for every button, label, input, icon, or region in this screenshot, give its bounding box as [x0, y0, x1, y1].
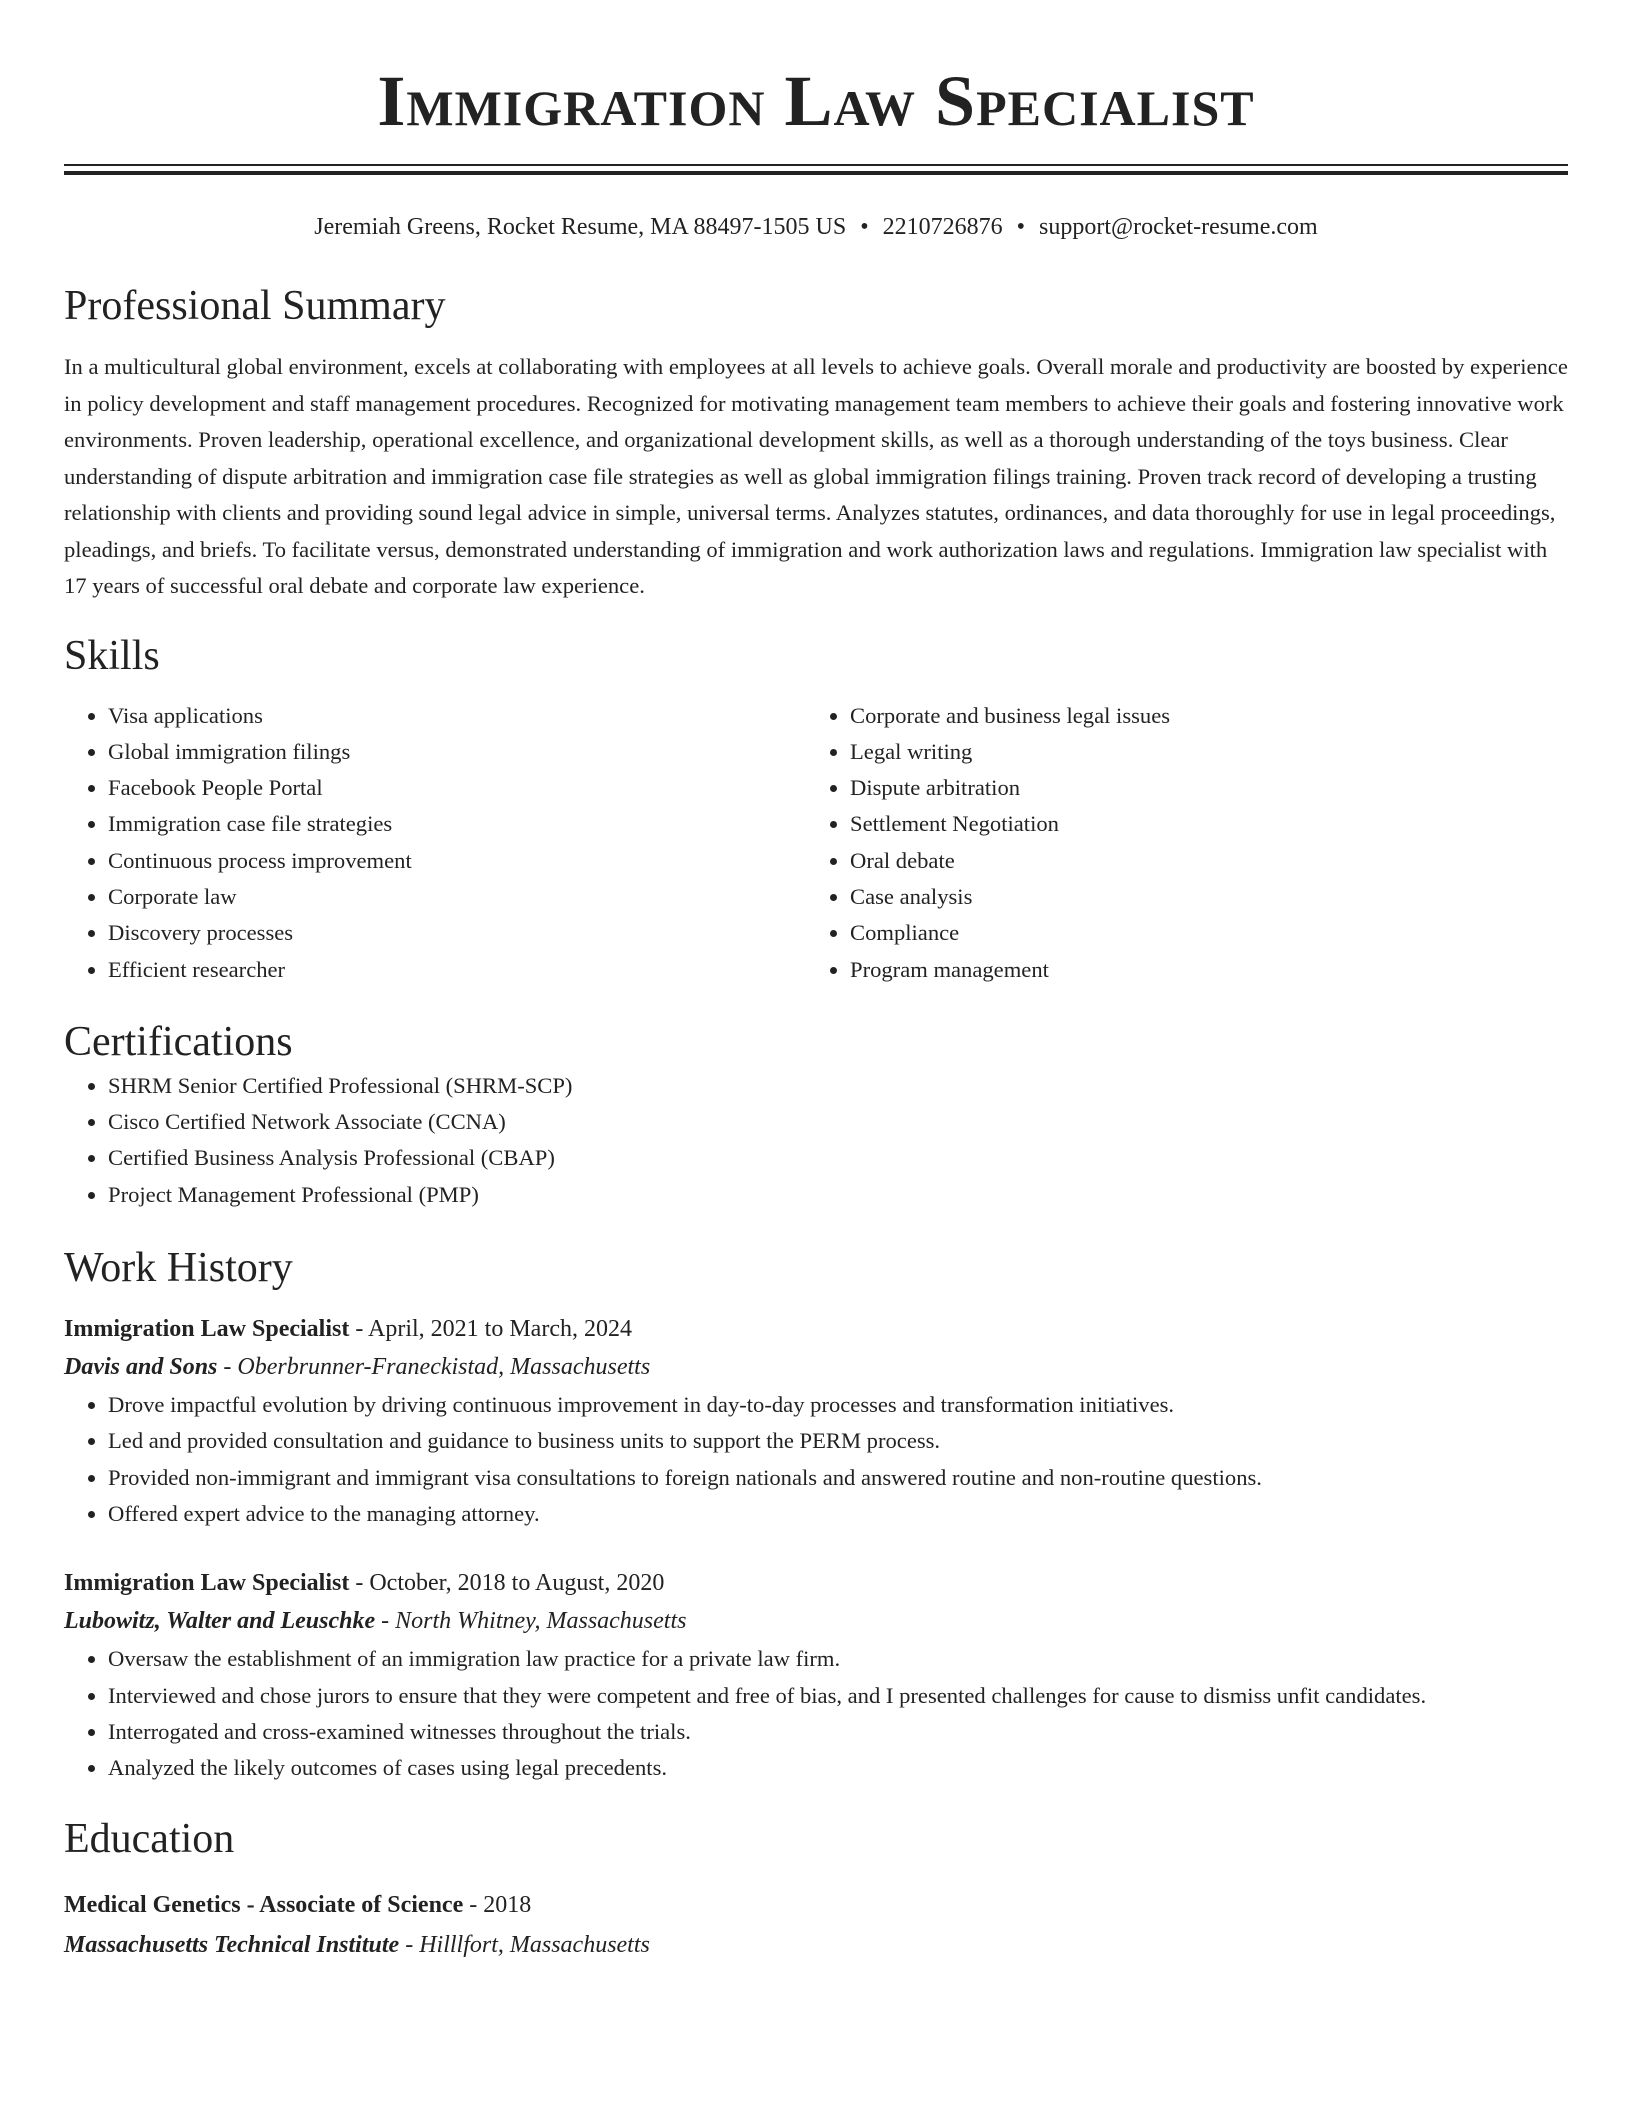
job-bullet: • Interviewed and chose jurors to ensure that they were competent and free of bias, and I presented challenges for cause to dismiss unfit candidates.	[108, 1678, 1568, 1714]
education-heading: Education	[64, 1816, 235, 1863]
skill-item: • Corporate and business legal issues	[850, 698, 1548, 734]
skill-item: • Case analysis	[850, 879, 1548, 915]
job-bullet: • Oversaw the establishment of an immigration law practice for a private law firm.	[108, 1641, 1568, 1677]
job-company-line	[64, 1601, 1568, 1641]
skill-item: • Efficient researcher	[108, 952, 806, 988]
job-dash: -	[349, 1316, 368, 1343]
job-entry	[64, 1565, 1568, 1786]
summary-text: In a multicultural global environment, excels at collaborating with employees at all levels to achieve goals. Overall morale and productivity are boosted by experience in policy development and staff management procedures. Recognized for motivating management team members to achieve their goals and fostering innovative work environments. Proven leadership, operational excellence, and organizational development skills, as well as a thorough understanding of the toys business. Clear understanding of dispute arbitration and immigration case file strategies as well as global immigration filings training. Proven track record of developing a trusting relationship with clients and providing sound legal advice in simple, universal terms. Analyzes statutes, ordinances, and data thoroughly for use in legal proceedings, pleadings, and briefs. To facilitate versus, demonstrated understanding of immigration and work authorization laws and regulations. Immigration law specialist with 17 years of successful oral debate and corporate law experience.	[64, 354, 1568, 598]
education-degree: Medical Genetics - Associate of Science	[64, 1892, 464, 1919]
certification-item: • Project Management Professional (PMP)	[108, 1177, 1568, 1213]
job-dash: -	[349, 1570, 370, 1597]
skill-item: • Discovery processes	[108, 915, 806, 951]
contact-email: support@rocket-resume.com	[1039, 214, 1318, 240]
contact-separator: •	[860, 214, 869, 240]
job-title-line	[64, 1565, 1568, 1601]
skills-columns	[64, 698, 1568, 988]
contact-phone: 2210726876	[882, 214, 1003, 240]
skill-item: • Settlement Negotiation	[850, 806, 1548, 842]
skill-item: • Corporate law	[108, 879, 806, 915]
job-title-line	[64, 1311, 1568, 1347]
contact-separator: •	[1016, 214, 1026, 240]
skills-right-list	[806, 698, 1548, 988]
education-location: Hilllfort, Massachusetts	[419, 1932, 650, 1959]
skill-item: • Facebook People Portal	[108, 770, 806, 806]
skills-left-list	[64, 698, 806, 988]
title-divider	[64, 164, 1568, 175]
contact-line	[64, 212, 1568, 242]
certifications-list	[64, 1068, 1568, 1213]
job-bullets	[64, 1387, 1568, 1532]
skill-item: • Immigration case file strategies	[108, 806, 806, 842]
skills-left-column	[64, 698, 806, 988]
skill-item: • Legal writing	[850, 734, 1548, 770]
job-dates: April, 2021 to March, 2024	[368, 1316, 632, 1343]
job-bullets	[64, 1641, 1568, 1786]
resume-title: Immigration Law Specialist	[377, 61, 1255, 141]
job-bullet: • Drove impactful evolution by driving continuous improvement in day-to-day processes and transformation initiatives.	[108, 1387, 1568, 1423]
certification-item: • Cisco Certified Network Associate (CCNA)	[108, 1104, 1568, 1140]
job-title: Immigration Law Specialist	[64, 1316, 350, 1343]
job-company-line	[64, 1347, 1568, 1387]
skills-right-column	[806, 698, 1548, 988]
skill-item: • Program management	[850, 952, 1548, 988]
job-bullet: • Led and provided consultation and guidance to business units to support the PERM process.	[108, 1423, 1568, 1459]
contact-address: Jeremiah Greens, Rocket Resume, MA 88497-1505 US	[314, 214, 847, 240]
job-title: Immigration Law Specialist	[64, 1570, 350, 1597]
job-dash: -	[217, 1354, 238, 1381]
skill-item: • Visa applications	[108, 698, 806, 734]
job-entry	[64, 1311, 1568, 1532]
certification-item: • Certified Business Analysis Professional (CBAP)	[108, 1140, 1568, 1176]
education-dash: -	[463, 1892, 484, 1919]
education-degree-line	[64, 1885, 1568, 1925]
job-bullet: • Offered expert advice to the managing attorney.	[108, 1496, 1568, 1532]
job-bullet: • Analyzed the likely outcomes of cases using legal precedents.	[108, 1750, 1568, 1786]
job-company: Davis and Sons	[64, 1354, 218, 1381]
work-history-heading: Work History	[64, 1245, 293, 1292]
job-dates: October, 2018 to August, 2020	[369, 1570, 665, 1597]
skills-heading: Skills	[64, 632, 160, 679]
skill-item: • Global immigration filings	[108, 734, 806, 770]
education-school-line	[64, 1925, 1568, 1965]
skill-item: • Oral debate	[850, 843, 1548, 879]
skill-item: • Dispute arbitration	[850, 770, 1548, 806]
education-year: 2018	[483, 1892, 532, 1919]
job-location: North Whitney, Massachusetts	[395, 1608, 687, 1635]
certification-item: • SHRM Senior Certified Professional (SHRM-SCP)	[108, 1068, 1568, 1104]
job-bullet: • Provided non-immigrant and immigrant visa consultations to foreign nationals and answered routine and non-routine questions.	[108, 1460, 1568, 1496]
job-company: Lubowitz, Walter and Leuschke	[64, 1608, 376, 1635]
job-bullet: • Interrogated and cross-examined witnesses throughout the trials.	[108, 1714, 1568, 1750]
certifications-heading: Certifications	[64, 1018, 293, 1065]
summary-heading: Professional Summary	[64, 283, 446, 329]
education-dash: -	[399, 1932, 420, 1959]
skill-item: • Continuous process improvement	[108, 843, 806, 879]
job-dash: -	[375, 1608, 396, 1635]
skill-item: • Compliance	[850, 915, 1548, 951]
education-school: Massachusetts Technical Institute	[64, 1932, 400, 1959]
job-location: Oberbrunner-Franeckistad, Massachusetts	[237, 1354, 651, 1381]
